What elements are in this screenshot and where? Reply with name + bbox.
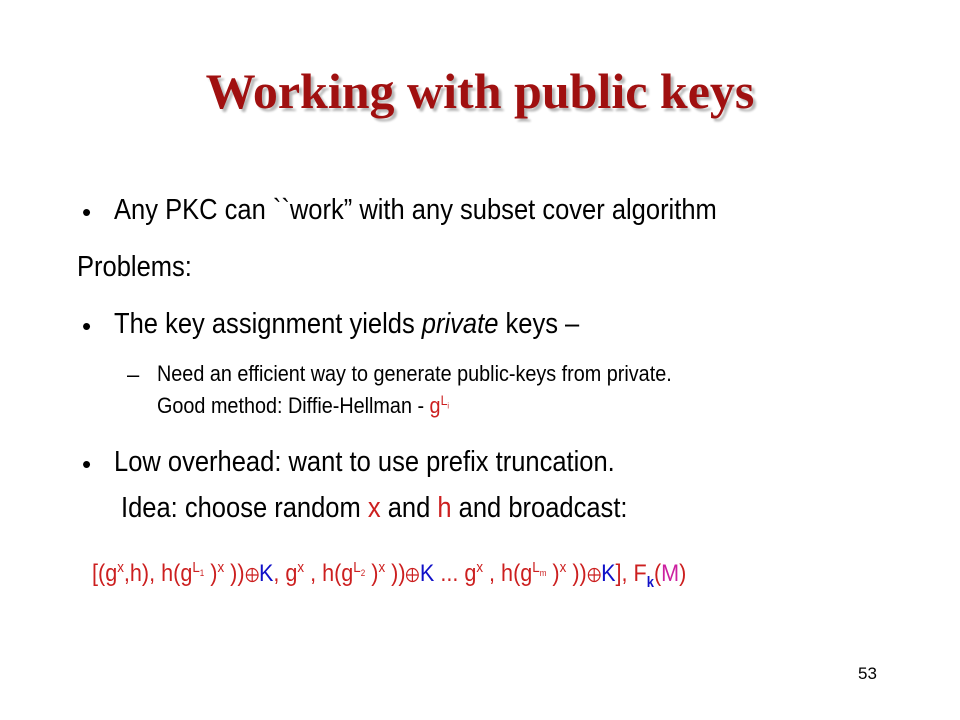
idea-h: h [437, 492, 452, 524]
bullet-key-assignment [114, 308, 579, 341]
xor-icon [406, 567, 420, 583]
bullet-low-overhead: Low overhead: want to use prefix truncation. [114, 446, 615, 478]
bullet-key-assignment-pre: The key assignment yields [114, 308, 422, 340]
bullet-key-assignment-post: keys – [498, 308, 580, 340]
slide-title: Working with public keys [205, 63, 755, 119]
private-emphasis: private [421, 308, 499, 340]
dh-expression: $g^{L_i}$ [429, 392, 450, 418]
sub-bullet-dash: – [127, 362, 140, 387]
bullet-dot: • [82, 197, 92, 227]
broadcast-formula: [$(g^x,h)$, $h(g^{L_1}$ )$^x$ )) K, $g^x$ , $h(g^{L_2}$ )$^x$ )) K ... $g^x$ , $h(g^{L_m}$ )$^x$ )) K], $F_k(M)$ [92, 560, 687, 591]
xor-icon [587, 567, 601, 583]
page-number: 53 [858, 664, 877, 683]
xor-icon [245, 567, 259, 583]
bullet-dot: • [82, 311, 92, 341]
bullet-dot: • [82, 449, 92, 479]
sub-bullet-line-1: Need an efficient way to generate public-keys from private. [157, 361, 672, 386]
sub-bullet-line-2-text: Good method: Diffie-Hellman - [157, 393, 430, 418]
sub-bullet-line-2 [157, 393, 449, 419]
idea-line: Idea: choose random x and h and broadcast: [121, 492, 628, 524]
idea-x: x [367, 492, 381, 524]
bullet-any-pkc: Any PKC can ``work” with any subset cover algorithm [114, 194, 717, 226]
problems-label: Problems: [77, 251, 192, 283]
